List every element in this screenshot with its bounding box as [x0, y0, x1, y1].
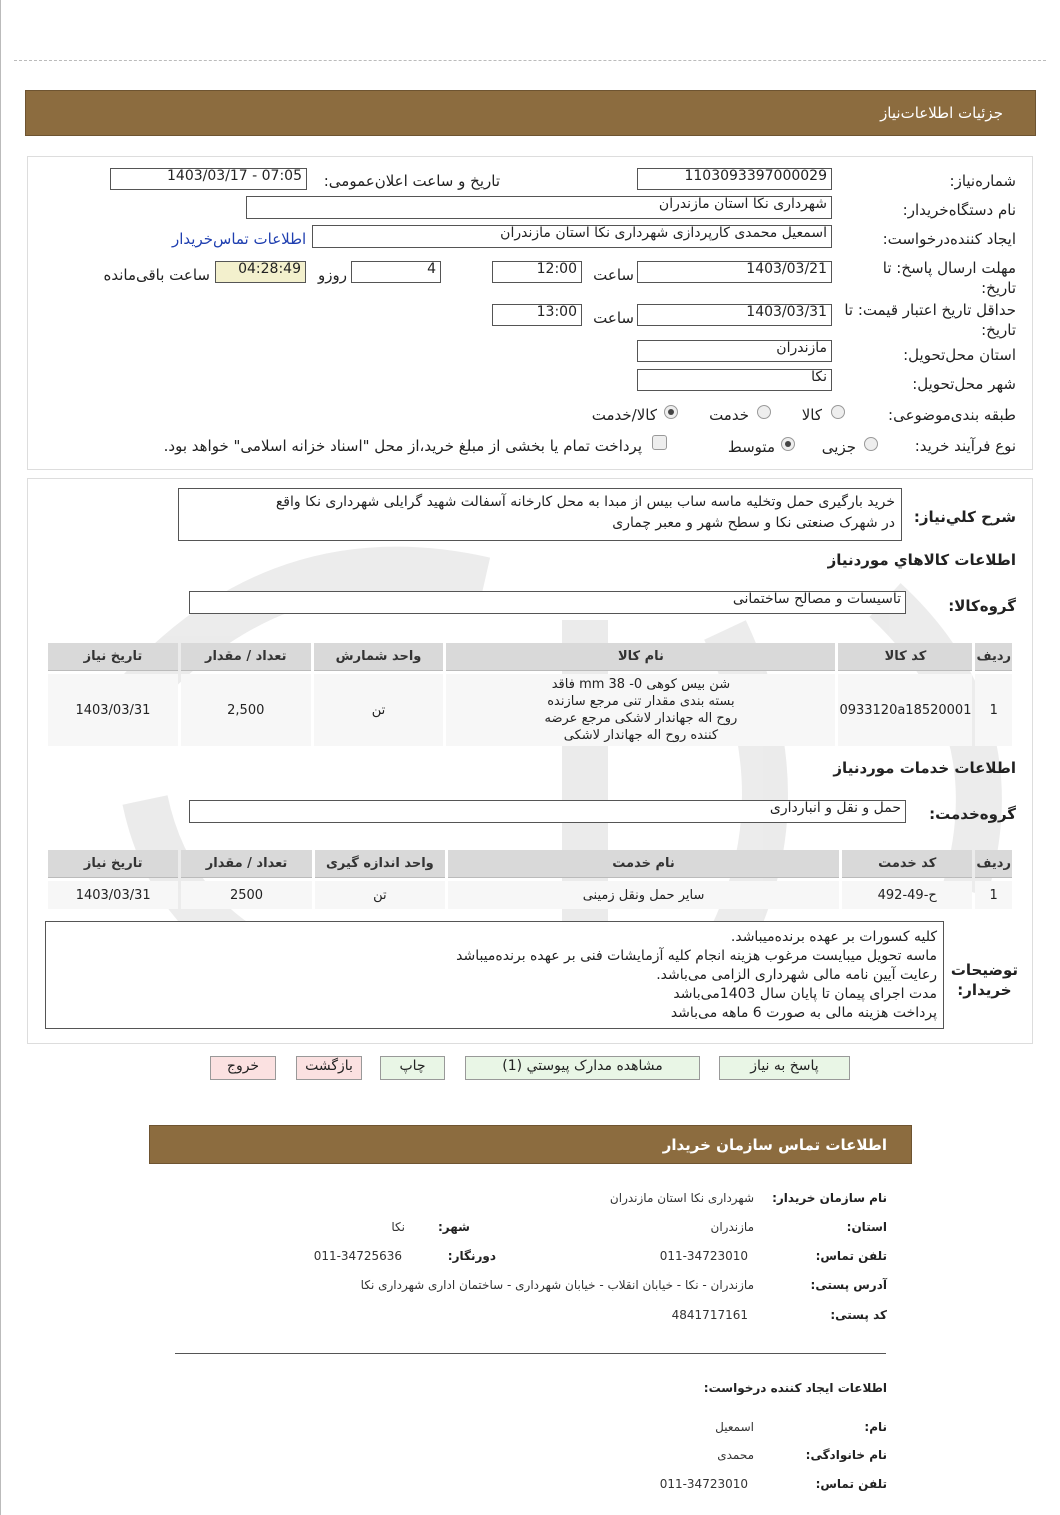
- contact-title: اطلاعات تماس سازمان خریدار: [662, 1135, 887, 1154]
- creator-name-label: نام:: [864, 1420, 887, 1434]
- services-cell-name: سایر حمل ونقل زمینی: [448, 881, 839, 909]
- goods-cell-code: 0933120a18520001: [838, 674, 972, 746]
- goods-header-qty: تعداد / مقدار: [181, 643, 311, 671]
- contact-postal-value: 4841717161: [671, 1308, 748, 1322]
- services-header-qty: تعداد / مقدار: [181, 850, 311, 878]
- deadline-time-label: ساعت: [593, 266, 634, 284]
- process-radio-minor[interactable]: [864, 437, 878, 451]
- category-option-goods-service: کالا/خدمت: [591, 406, 657, 424]
- validity-time-label: ساعت: [593, 309, 634, 327]
- buyer-notes-label-line-1: توضیحات: [950, 961, 1018, 979]
- days-field: 4: [351, 261, 441, 283]
- goods-header-date: تاریخ نیاز: [48, 643, 178, 671]
- services-group-label: گروه‌خدمت:: [929, 805, 1016, 823]
- contact-header: [149, 1125, 912, 1164]
- top-dotted-divider: [14, 60, 1046, 61]
- buyer-org-label: نام دستگاه‌خریدار:: [902, 201, 1016, 219]
- services-section-title: اطلاعات خدمات موردنیاز: [833, 759, 1016, 777]
- services-cell-unit: تن: [315, 881, 445, 909]
- category-radio-goods[interactable]: [831, 405, 845, 419]
- need-number-field: 1103093397000029: [637, 168, 832, 190]
- days-label: روزو: [318, 266, 347, 284]
- contact-province-value: مازندران: [710, 1220, 754, 1234]
- contact-phone-value: 011-34723010: [659, 1249, 748, 1263]
- contact-org-label: نام سازمان خریدار:: [772, 1191, 887, 1205]
- services-header-code: کد خدمت: [842, 850, 972, 878]
- view-attachments-button[interactable]: مشاهده مدارک پیوستي (1): [465, 1056, 700, 1080]
- goods-header-name: نام کالا: [446, 643, 835, 671]
- creator-label: ایجاد کننده‌درخواست:: [882, 230, 1016, 248]
- goods-name-line-1: شن بیس کوهی 0- mm 38 فاقد: [551, 677, 731, 692]
- category-option-service: خدمت: [709, 406, 749, 424]
- services-cell-date: 1403/03/31: [48, 881, 178, 909]
- buyer-notes-label: [951, 960, 1018, 1000]
- creator-family-value: محمدی: [717, 1448, 754, 1462]
- contact-city-value: نکا: [391, 1220, 405, 1234]
- goods-cell-unit: تن: [314, 674, 444, 746]
- delivery-province-field: مازندران: [637, 340, 832, 362]
- creator-phone-label: تلفن تماس:: [815, 1477, 887, 1491]
- creator-field: اسمعیل محمدی کارپردازی شهرداری نکا استان مازندران: [312, 225, 832, 248]
- goods-name-line-3: روح اله جهاندار لاشکی مرجع عرضه: [544, 711, 738, 726]
- contact-fax-label: دورنگار:: [447, 1249, 496, 1263]
- services-cell-index: 1: [975, 881, 1012, 909]
- treasury-payment-checkbox[interactable]: [652, 435, 667, 450]
- exit-button[interactable]: خروج: [210, 1056, 276, 1080]
- category-label: طبقه بندی‌موضوعی:: [888, 406, 1016, 424]
- remaining-label: ساعت باقی‌مانده: [103, 266, 210, 284]
- process-radio-medium[interactable]: [781, 437, 795, 451]
- buyer-note-line-2: ماسه تحویل میبایست مرغوب هزینه انجام کلیه آزمایشات فنی بر عهده برنده‌میباشد: [456, 948, 937, 964]
- need-number-label: شماره‌نیاز:: [949, 172, 1016, 190]
- contact-address-label: آدرس پستی:: [810, 1278, 887, 1292]
- contact-postal-label: کد پستی:: [830, 1308, 887, 1322]
- goods-group-field: تاسیسات و مصالح ساختمانی: [189, 591, 906, 614]
- contact-phone-label: تلفن تماس:: [815, 1249, 887, 1263]
- goods-group-label: گروه‌کالا:: [948, 597, 1016, 615]
- creator-info-title: اطلاعات ایجاد کننده درخواست:: [703, 1381, 887, 1395]
- category-radio-goods-service[interactable]: [664, 405, 678, 419]
- delivery-city-label: شهر محل‌تحویل:: [912, 375, 1016, 393]
- remaining-time-field: 04:28:49: [215, 261, 306, 283]
- page-left-border: [0, 0, 1, 1515]
- services-cell-qty: 2500: [181, 881, 311, 909]
- delivery-city-field: نکا: [637, 369, 832, 391]
- contact-province-label: استان:: [846, 1220, 887, 1234]
- category-radio-service[interactable]: [757, 405, 771, 419]
- validity-time-field: 13:00: [492, 304, 582, 326]
- table-row: [48, 674, 1012, 746]
- goods-name-line-2: بسته بندی مقدار تنی مرجع سازنده: [547, 694, 735, 709]
- goods-header-code: کد کالا: [838, 643, 972, 671]
- contact-org-value: شهرداری نکا استان مازندران: [609, 1191, 754, 1205]
- services-header-date: تاریخ نیاز: [48, 850, 178, 878]
- goods-section-title: اطلاعات کالاهاي موردنیاز: [827, 551, 1016, 569]
- deadline-date-field: 1403/03/21: [637, 261, 832, 283]
- delivery-province-label: استان محل‌تحویل:: [903, 346, 1016, 364]
- page-header: [25, 90, 1036, 136]
- page-title: جزئیات اطلاعات‌نیاز: [880, 104, 1003, 122]
- services-header-index: ردیف: [975, 850, 1012, 878]
- buyer-note-line-1: کلیه کسورات بر عهده برنده‌میباشد.: [730, 929, 937, 945]
- contact-address-value: مازندران - نکا - خیابان انقلاب - خیابان شهرداری - ساختمان اداری شهرداری نکا: [360, 1278, 754, 1292]
- goods-name-line-4: کننده روح اله جهاندار لاشکی: [563, 728, 719, 743]
- services-header-name: نام خدمت: [448, 850, 839, 878]
- category-option-goods: کالا: [801, 406, 822, 424]
- deadline-time-field: 12:00: [492, 261, 582, 283]
- back-button[interactable]: بازگشت: [296, 1056, 362, 1080]
- buyer-note-line-3: رعایت آیین نامه مالی شهرداری الزامی می‌باشد.: [656, 967, 937, 983]
- creator-phone-value: 011-34723010: [659, 1477, 748, 1491]
- validity-date-field: 1403/03/31: [637, 304, 832, 326]
- description-line-1: خرید بارگیری حمل وتخلیه ماسه ساب بیس از مبدا به محل کارخانه آسفالت شهید گرایلی شهرداری نکا واقع: [275, 494, 895, 510]
- buyer-note-line-4: مدت اجرای پیمان تا پایان سال 1403می‌باشد: [673, 986, 937, 1002]
- process-option-medium: متوسط: [727, 438, 775, 456]
- buyer-notes-label-line-2: خریدار:: [957, 981, 1012, 999]
- goods-table: [45, 640, 1015, 749]
- buyer-note-line-5: پرداخت هزینه مالی به صورت 6 ماهه می‌باشد: [670, 1005, 937, 1021]
- announce-label: تاریخ و ساعت اعلان‌عمومی:: [323, 172, 500, 190]
- print-button[interactable]: چاپ: [380, 1056, 445, 1080]
- deadline-label: مهلت ارسال پاسخ: تا تاریخ:: [882, 259, 1016, 297]
- contact-fax-value: 011-34725636: [313, 1249, 402, 1263]
- creator-family-label: نام خانوادگی:: [805, 1448, 887, 1462]
- process-type-label: نوع فرآیند خرید:: [914, 437, 1016, 455]
- validity-label: حداقل تاریخ اعتبار قیمت: تا تاریخ:: [844, 301, 1016, 339]
- buyer-org-field: شهرداری نکا استان مازندران: [246, 196, 832, 219]
- buyer-notes-box: [45, 921, 944, 1029]
- services-header-unit: واحد اندازه گیری: [315, 850, 445, 878]
- announce-datetime-field: 1403/03/17 - 07:05: [110, 168, 307, 190]
- respond-button[interactable]: پاسخ به نیاز: [719, 1056, 850, 1080]
- process-option-minor: جزیی: [821, 438, 856, 456]
- contact-city-label: شهر:: [438, 1220, 470, 1234]
- goods-cell-qty: 2,500: [181, 674, 311, 746]
- buyer-contact-link[interactable]: اطلاعات تماس‌خریدار: [172, 230, 307, 248]
- goods-header-unit: واحد شمارش: [314, 643, 444, 671]
- description-line-2: در شهرک صنعتی نکا و سطح شهر و معبر چماری: [612, 515, 895, 531]
- goods-header-index: ردیف: [975, 643, 1012, 671]
- goods-cell-index: 1: [975, 674, 1012, 746]
- services-table: [45, 847, 1015, 912]
- services-cell-code: ح-49-492: [842, 881, 972, 909]
- description-box: [178, 488, 902, 541]
- treasury-payment-note: پرداخت تمام یا بخشی از مبلغ خرید،از محل "اسناد خزانه اسلامی" خواهد بود.: [163, 437, 642, 455]
- table-row: [48, 881, 1012, 909]
- goods-cell-date: 1403/03/31: [48, 674, 178, 746]
- creator-name-value: اسمعیل: [715, 1420, 754, 1434]
- goods-cell-name: [446, 674, 835, 746]
- description-label: شرح کلي‌نیاز:: [913, 508, 1016, 526]
- contact-divider: [175, 1353, 886, 1354]
- services-group-field: حمل و نقل و انبارداری: [189, 800, 906, 823]
